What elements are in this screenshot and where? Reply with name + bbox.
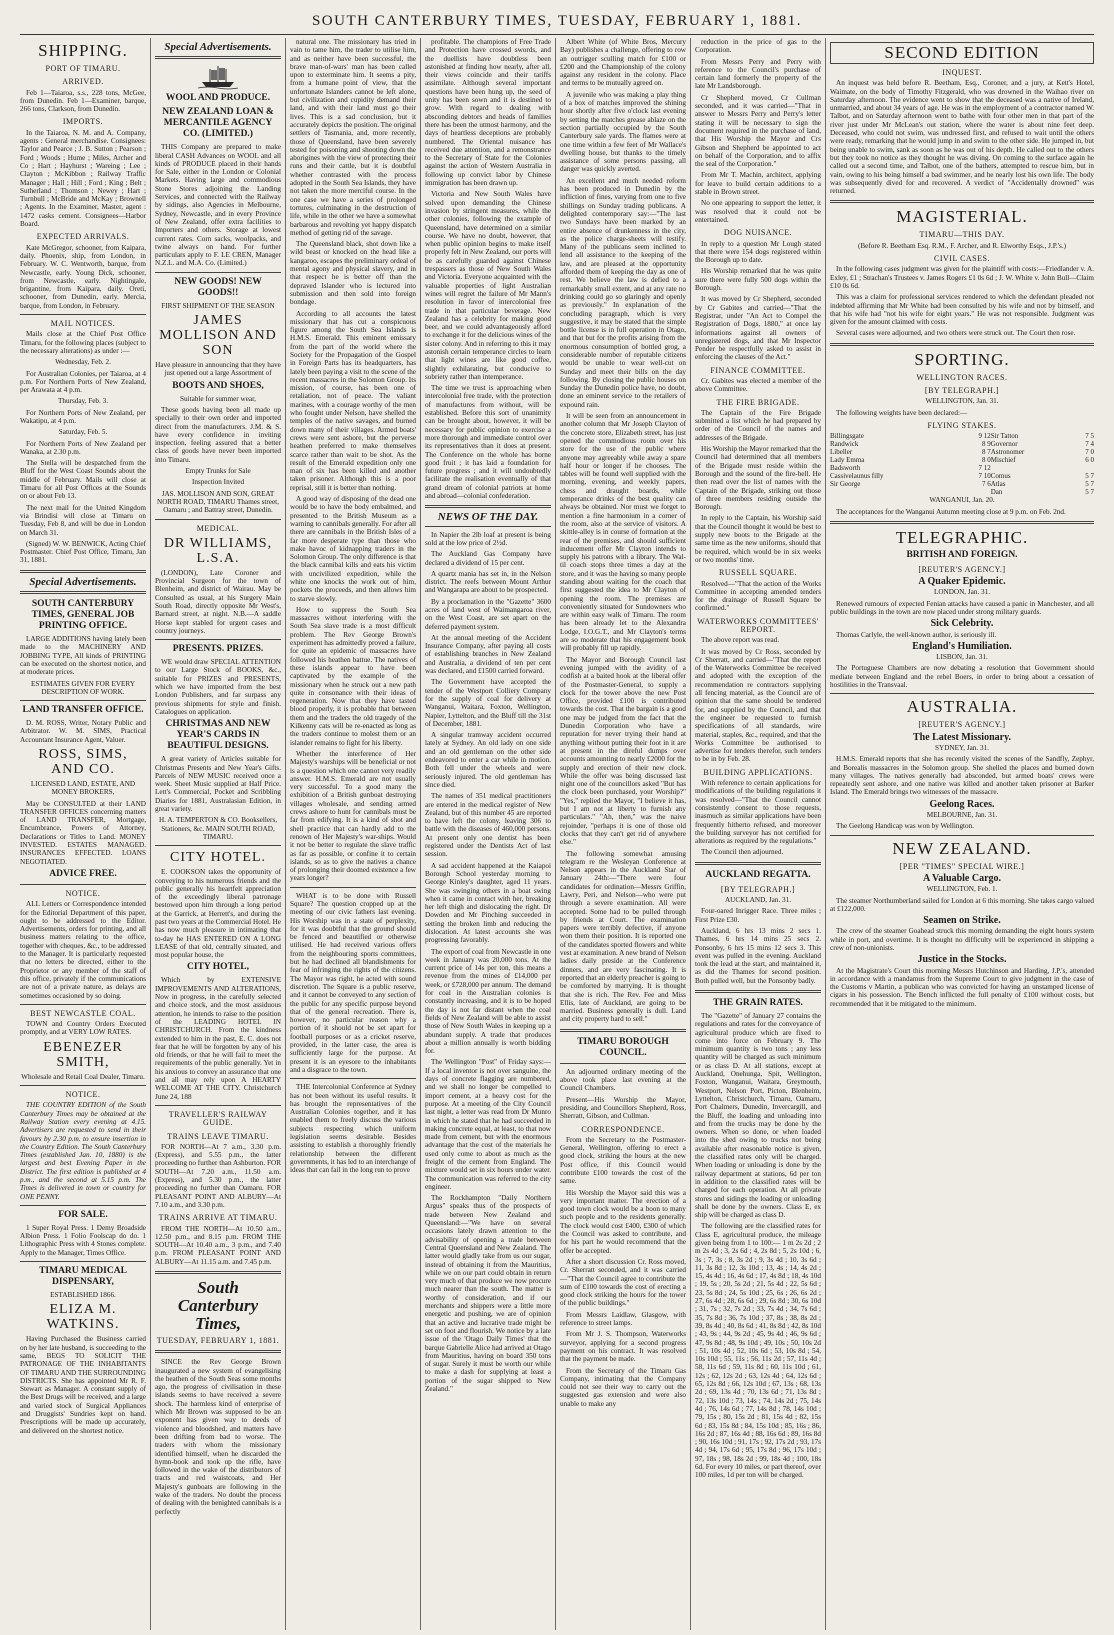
civil-label: CIVIL CASES.: [934, 254, 990, 264]
horse-weight: [961, 488, 991, 496]
missionary-heading: The Latest Missionary.: [912, 731, 1012, 743]
divider: [155, 1271, 281, 1274]
city-hotel-text: Which by EXTENSIVE IMPROVEMENTS AND ALTERATIONS, Now in progress, in the carefully selected and choice stock, and the most assiduous attention, he intends to raise to the position of the LEADING HOTEL IN CHRISTCHURCH. From the kindness extended to him in the past, E. C. does not fear that he will be forgotten by any of his old friends, or that he will fail to meet the requirements of the public generally. Yet in his anxious to convey an assurance that one and all may rely upon A HEARTY WELCOME AT THE CITY. Christchurch June 24, 188: [155, 976, 281, 1101]
council-paragraph: reduction in the price of gas to the Corporation.: [695, 38, 821, 55]
wool-text: THIS Company are prepared to make liberal CASH Advances on WOOL and all kinds of PRODUCE placed in their hands for Sale, either in the London or Colonial Markets. Having large and commodious Stone Stores adjoining the Landing Services, and connected with the Railway by sidings, also Agencies in Melbourne, Sydney, Newcastle, and in every Province of New Zealand, offer extra facilities to Importers and others. Storage at lowest current rates. Corn sacks, woolpacks, and twine always on hand. For further particulars apply to F. LE CREN, Manager N.Z.L. and M.A. Co. (Limited.): [155, 143, 281, 268]
council-paragraph: Cr. Gabites was elected a member of the above Committee.: [695, 376, 821, 394]
council-paragraph: From Mr T. Machin, architect, applying for leave to build certain additions to a stable in Brown street.: [695, 171, 821, 197]
council-paragraph: From Mr J. S. Thompson, Waterworks surveyor, applying for a second progress payment on his contract. It was resolved that the payment be made.: [560, 1330, 686, 1364]
council-paragraph: No one appearing to support the letter, it was resolved that it could not be entertained.: [695, 199, 821, 224]
mollison-name: JAMES MOLLISON AND SON: [159, 313, 277, 359]
article-paragraph: THE Intercolonial Conference at Sydney has not been without its useful results. It has brought the representatives of the Australian Colonies together, and it has enabled them to freely discuss the various subjects respecting which uniform legislation seems desirable. Besides assisting to establish a thoroughly friendly relationship between the different governments, it has led to an interchange of ideas that can fail in the long run to prove: [290, 1083, 416, 1175]
second-edition-heading: SECOND EDITION: [830, 42, 1094, 64]
divider: [20, 1205, 146, 1206]
horse-weight: 8 0: [981, 456, 991, 465]
weights-table: [830, 432, 1094, 496]
magisterial-bench: (Before R. Beetham Esq. R.M., F. Archer, and R. Elworthy Esqs., J.P.'s.): [857, 241, 1067, 250]
by-telegraph: [BY TELEGRAPH.]: [924, 386, 1000, 396]
horse-weight: 7 0: [1085, 448, 1094, 457]
mail-sat: Saturday, Feb. 5.: [58, 428, 108, 437]
horse-name: Dan: [990, 488, 1003, 497]
council-paragraph: The Council then adjourned.: [701, 848, 784, 857]
masthead-title: SOUTH CANTERBURY TIMES, TUESDAY, FEBRUARY 1, 1881.: [311, 13, 803, 29]
finance-label: FINANCE COMMITTEE.: [710, 365, 806, 375]
mail-thu-text: For Northern Ports of New Zealand, per Wakatipu, at 4 p.m.: [20, 408, 146, 425]
notice-heading: NOTICE.: [65, 888, 101, 898]
news-item: The Auckland Gas Company have declared a dividend of 15 per cent.: [425, 550, 551, 567]
carlyle-heading: Sick Celebrity.: [930, 618, 994, 630]
paper-date: TUESDAY, FEBRUARY 1, 1881.: [156, 1335, 280, 1345]
mail-thu: Thursday, Feb. 3.: [57, 397, 109, 406]
civil-text: In the following cases judgment was given for the plaintiff with costs:—Friedlander v. A. Exley, £1 ; Strachan's Trustees v. James Rogers £1 0s 6d ; J. W. White v. John Bull—Claim £10 0s 6d.: [830, 265, 1094, 290]
divider: [560, 1029, 686, 1032]
news-item: By a proclamation in the "Gazette" 3600 acres of land west of Waimangaroa river, on the West Coast, are set apart on the deferred payment system.: [425, 597, 551, 631]
divider: [155, 639, 281, 640]
council-paragraph: It was moved by Cr Shepherd, seconded by Cr Gabites and carried—"That the Registrar, under "An Act to Compel the Registration of Dogs, 1880," at once lay informations against all owners of unregistered dogs, and that Mr Inspector Pender be respectfully asked to assist in enforcing the clauses of the Act.": [695, 295, 821, 362]
article-paragraph: The Queensland black, shot down like a wild beast or knocked on the head like a kangaroo, escapes the preliminary ordeal of mental agony and physical slavery, and in that respect he is better off than the depraved Islander who is lectured into submission and then sold into foreign bondage.: [290, 240, 416, 307]
boots-title: BOOTS AND SHOES,: [172, 380, 264, 391]
rail-arrive-heading: TRAINS ARRIVE AT TIMARU.: [158, 1213, 278, 1223]
mail-wed: Wednesday, Feb. 2.: [55, 358, 111, 367]
horse-weight: 5 7: [1085, 480, 1094, 489]
regatta-heading: AUCKLAND REGATTA.: [705, 869, 811, 880]
williams-name: DR WILLIAMS, L.S.A.: [163, 535, 273, 566]
council-paragraph: Present—His Worship the Mayor, presiding, and Councillors Shepherd, Ross, Sherratt, Gibson, and Cullman.: [560, 1095, 686, 1121]
magisterial-heading: MAGISTERIAL.: [896, 207, 1028, 227]
medical-heading: MEDICAL.: [196, 523, 240, 533]
races-heading: WELLINGTON RACES.: [916, 372, 1008, 382]
divider: [425, 505, 551, 508]
horse-weight: 7 4: [1085, 440, 1094, 449]
horse-weight: 6 0: [1085, 456, 1094, 465]
council-paragraph: From the Secretary to the Postmaster-General, Wellington, offering to erect a good clock, striking the hours at the new Post office, if this Council would contribute £100 towards the cost of the same.: [560, 1135, 686, 1186]
news-item: A juvenile who was making a play thing of a box of matches improved the shining hour shortly after five o'clock last evening by setting the matches grease ablaze on the section partially occupied by the South Canterbury sale yards. The flames were at one time within a few feet of Mr Wallace's dwelling house, but thanks to the timely assistance of some persons passing, all danger was quickly averted.: [560, 90, 686, 174]
news-item: The Mayor and Borough Council last evening jumped with the avidity of a codfish at a baited hook at the liberal offer of the Postmaster-General, to supply a clock for the tower above the new Post Office, provided £100 is contributed towards the cost. That the bargain is a good one may be judged from the fact that the Dunedin Corporation who have a reputation for never trying their hand at anything without putting their foot in it are at present in the direful dumps over accounts amounting to nearly £2000 for the supply and erection of their new clock. While the offer was being discussed last night one of the councillors asked "But has the clock been purchased, your Worship?" "Yes," replied the Mayor, "I believe it has, but I am not at liberty to furnish any particulars." "Ah, then," was the naive rejoinder, "perhaps it is one of those old clocks that they can't get rid of anywhere else.": [560, 655, 686, 847]
quaker-heading: A Quaker Epidemic.: [918, 576, 1006, 588]
council-paragraph: The Captain of the Fire Brigade submitted a list which he had prepared by order of the Council of the names and addresses of the Brigade.: [695, 408, 821, 442]
column-7: [826, 38, 1098, 1630]
horse-weight: 7 10: [978, 472, 991, 481]
civil-text: Several cases were adjourned, and two others were struck out. The Court then rose.: [836, 329, 1076, 338]
mail-sat-text: For Northern Ports of New Zealand per Wanaka, at 2.30 p.m.: [20, 439, 146, 456]
council-heading: TIMARU BOROUGH COUNCIL.: [577, 1036, 669, 1058]
inquest-text: An inquest was held before R. Beetham, Esq., Coroner, and a jury, at Kett's Hotel, Waimate, on the body of Timothy Fitzgerald, who was drowned in the Waihao river on Saturday afternoon. The evidence went to show that the deceased was a native of Ireland, unmarried, and about 34 years of age. He was in the employment of a contractor named W. Talbot, and on Saturday afternoon went to bathe with four other men in that part of the river just under Mr McLean's out station, where the water is about nine feet deep. Deceased, who could not swim, was undressed first, and refused to wait until the others were ready, remarking that he would jump in and swim to the other side. He jumped in, but being unable to swim, sank as soon as he was out of his depth. He called out to the others but they took no notice as they thought he was diving. On coming to the surface again he called out a second time, and Talbot, one of the bathers, attempted to rescue him, but in vain, owing to his being himself a bad swimmer, and he nearly lost his own life. The body was subsequently dived for and recovered. A verdict of "Accidentally drowned" was returned.: [830, 79, 1094, 196]
column-3: [286, 38, 421, 1630]
dispensary-sub: ESTABLISHED 1866.: [50, 1291, 116, 1300]
british-heading: BRITISH AND FOREIGN.: [906, 549, 1018, 560]
council-paragraph: An adjourned ordinary meeting of the above took place last evening at the Council Chambers.: [560, 1067, 686, 1093]
expected-text: Kate McGregor, schooner, from Kaipara, daily. Phoenix, ship, from London, in February. W. C. Wentworth, barque, from Newcastle, early. Young Dick, schooner, from Newcastle, early. Nightingale, brigantine, from Kaipara, daily. Oreti, schooner, from Dunedin, early. Mercia, barque, from London, in February.: [20, 243, 146, 310]
article-paragraph: The time we trust is approaching when intercolonial free trade, with the protection of manufactures from without, will be established. Before this sort of unanimity can be brought about, however, it will be necessary for public opinion to exercise a more thorough and immediate control over its representatives than it does at present. The Conference on the whole has borne good fruit ; it has laid a foundation for future progress ; and it will undoubtedly facilitate the realisation eventually of that grand dream of colonial patriots at home and abroad—colonial confederation.: [425, 384, 551, 501]
divider: [830, 693, 1094, 694]
cargo-heading: A Valuable Cargo.: [922, 872, 1002, 884]
temperton: H. A. TEMPERTON & CO. Booksellers, Stationers, &c. MAIN SOUTH ROAD, TIMARU.: [158, 816, 278, 841]
special-ads-heading: Special Advertisements.: [164, 41, 272, 53]
column-4: [421, 38, 556, 1630]
dispensary-heading: TIMARU MEDICAL DISPENSARY,: [39, 1266, 127, 1288]
divider: [695, 862, 821, 865]
mail-heading: MAIL NOTICES.: [50, 319, 116, 329]
special-ads-heading: Special Advertisements.: [29, 575, 137, 588]
rail-arrive-text: FROM THE NORTH—At 10.50 a.m., 12.50 p.m., and 8.15 p.m. FROM THE SOUTH—At 10.40 a.m., 3 p.m., and 7.40 p.m. FROM PLEASANT POINT AND ALBURY—At 11.15 a.m. and 7.45 p.m.: [155, 1224, 281, 1266]
boots-text: These goods having been all made up specially to their own order and imported direct from the manufacturers. J.M. & S. have every confidence in inviting inspection, feeling assured that a better class of goods have never been imported into Timaru.: [155, 405, 281, 464]
columns: [16, 38, 1098, 1630]
job-estimates: ESTIMATES GIVEN FOR EVERY DESCRIPTION OF WORK.: [30, 679, 136, 696]
horse-weight: 8 7: [981, 448, 991, 457]
divider: [20, 700, 146, 701]
rail-leave-text: FOR NORTH—At 7 a.m., 3.30 p.m. (Express), and 5.55 p.m., the latter proceeding no further than Ashburton. FOR SOUTH—At 7.20 a.m., 11.50 a.m. (Express), and 5.30 p.m., the latter proceeding no further than Oamaru. FOR PLEASANT POINT AND ALBURY—At 7.10 a.m., and 3.30 p.m.: [155, 1142, 281, 1209]
arrived-text: Feb 1—Taiaroa, s.s., 228 tons, McGee, from Dunedin. Feb 1—Examiner, barque, 266 tons, Clarkson, from Dunedin.: [20, 88, 146, 114]
horse-name: [991, 464, 1073, 472]
horse-name: Lady Emma: [830, 456, 865, 465]
telegraphic-heading: TELEGRAPHIC.: [895, 527, 1029, 547]
mail-next: The next mail for the United Kingdom via Brindisi will close at Timaru on Tuesday, Feb 8, and will be due in London on March 31.: [20, 503, 146, 537]
humiliation-heading: England's Humiliation.: [912, 640, 1012, 652]
mollison-text: Have pleasure in announcing that they have just opened out a large Assortment of: [155, 361, 281, 378]
races-date: WELLINGTON, Jan. 31.: [925, 397, 999, 406]
divider: [20, 1261, 146, 1262]
quaker-date: LONDON, Jan. 31.: [933, 588, 991, 597]
news-item: The Wellington "Post" of Friday says:—If a local inventor is not over sanguine, the days of concrete flagging are numbered, and we shall no longer be compelled to import cement, at a heavy cost for the purpose. At a meeting of the City Council last night, a letter was read from Dr Munro in which he stated that he had succeeded in making concrete equal, at least, to that now made from cement, but with the enormous advantage that the cost of the materials he used only come to about as much as the freight of the cement from England. The mixture would set in six hours under water. The communication was referred to the city engineer.: [425, 1058, 551, 1191]
mail-stella: The Stella will be despatched from the Bluff for the West Coast Sounds about the middle of February. Mails will close at Timaru for all Post Offices at the Sounds on or about Feb 13.: [20, 459, 146, 501]
water-label: WATERWORKS COMMITTEES' REPORT.: [697, 616, 819, 634]
article-paragraph: According to all accounts the latest missionary that has cut a conspicuous figure among the South Sea Islands is H.M.S. Emerald. This eminent emissary from the part of the world where the Society for the Propagation of the Gospel in Foreign Parts has its headquarters, has lately been paying a visit to the scene of the recent massacres in the Solomon Group. Its mission, of course, has been one of retaliation, not of peace. The valiant marines, with a courage worthy of the men who fought under Nelson, have shelled the temples of the native savages, and burned down many of their villages. Armed boats' crews were sent ashore, but the perverse heathen preferred to make themselves scarce rather than wait to be shot. As the result of the Emerald expedition only one man of six has been killed and another taken prisoner. Although this is a poor reprisal, still it is better than nothing.: [290, 309, 416, 492]
council-paragraph: In reply to a question Mr Lough stated that there were 154 dogs registered within the Borough up to date.: [695, 239, 821, 265]
divider: [560, 1063, 686, 1064]
mail-wed-text: For Australian Colonies, per Taiaroa, at 4 p.m. For Northern Ports of New Zealand, per Arawata at 4 p.m.: [20, 369, 146, 395]
reuter-label: [REUTER'S AGENCY.]: [918, 720, 1006, 730]
news-item: In Napier the 2lb loaf at present is being sold at the low price of 2½d.: [425, 530, 551, 547]
divider: [20, 570, 146, 573]
horse-name: Badsworth: [830, 464, 861, 473]
news-item: An excellent and much needed reform has been produced in Dunedin by the infliction of fines, varying from one to five shillings on Sunday trading publicans. A delighted contemporary say:—"The last two Sundays have been marked by an entire absence of drunkenness in the city, as the police charge-sheets will testify. Many of the publicans seem inclined to lend all assistance to the keeping of the law, and are pleased at the opportunity afforded them of keeping the day as one of rest. We believe the law is defied to a remarkably small extent, and at any rate no drinking could go so glaringly and openly as previously." In explanation of the concluding paragraph, which is very suggestive, it may be stated that the simple bottle license is in full operation in Otago, and that but for the profits arising from the enormous consumption of bottled grog, a considerable number of reputable citizens would be unable to wear well-cut on Sunday and meet their bills on the day following. By closing the public houses on Sunday the Dunedin police have, no doubt, done an eminent service to the retailers of expound rain.: [560, 176, 686, 409]
article-paragraph: A good way of disposing of the dead one would be to have the body embalmed, and presented to the British Museum as a warning to cannibals generally. For after all there are cannibals in the British Isles of a far more desperate type than those who make havoc of kidnapping traders in the Solomon Group. The only difference is that the black cannibal kills and eats his victim with uncivilized expedition, while the white one knocks the work out of him, pockets the proceeds, and then allows him to starve slowly.: [290, 495, 416, 603]
coal-heading: BEST NEWCASTLE COAL.: [30, 1008, 136, 1018]
article-paragraph: Whether the interference of Her Majesty's warships will be beneficial or not is a question which one cannot very readily answer. H.M.S. Emerald are not usually very successful. To a good many the exhibition of a British gunboat destroying villages wholesale, and sending armed crews ashore to hunt for cannibals must be far from edifying. It is a kind of shot and shell practice that can hardly add to the renown of Her Majesty's war-ships. Would it not be better to regulate the slave traffic as far as possible, or confine it to certain islands, so as to give the natives a chance of prolonging their doomed existence a few years longer?: [290, 749, 416, 883]
strike-text: The crew of the steamer Goahead struck this morning demanding the eight hours system while in port, and overtime. It is thought no difficulty will be experienced in shipping a crew of non-unionists.: [830, 927, 1094, 952]
job-office-text: LARGE ADDITIONS having lately been made to the MACHINERY AND JOBBING TYPE, All kinds of PRINTING can be executed on the shortest notice, and at moderate prices.: [20, 635, 146, 677]
civil-text: This was a claim for professional services rendered to which the defendant pleaded not indebted affirming that Mr White had been consulted by his wife and not by himself, and that his wife had "not his wife for eight years." He was not responsible. Judgment was given for the amount claimed with costs.: [830, 293, 1094, 327]
wanganui-text: The acceptances for the Wanganui Autumn meeting close at 9 p.m. on Feb. 2nd.: [836, 507, 1066, 516]
grain-text: The "Gazette" of January 27 contains the regulations and rates for the conveyance of agricultural produce which are fixed to come into force on February 9. The minimum quantity is two tons ; any less quantity will be charged as such minimum or as class D. At all stations, except at Auckland, Onehunga, Spit, Wellington, Foxton, Wanganui, Waitara, Greymouth, Westport, Nelson Port, Picton, Blenheim, Lyttelton, Christchurch, Timaru, Oamaru, Port Chalmers, Dunedin, Invercargill, and the Bluff, the loading and unloading into and from the trucks may be done by the owners. When so done, or when loaded into the shed owing to trucks not being available after reasonable notice is given, the classified rates only will be charged. When loading or unloading is done by the railway department at stations, 6d per ton in addition to the classified rates will be charged for each operation. At all private stores and sidings the loading or unloading shall be done by the owners. Class E, ex ship will be charged as class D.: [695, 1011, 821, 1220]
ship-icon: [198, 64, 238, 90]
coal-name: EBENEZER SMITH,: [43, 1039, 123, 1070]
missionary-text: H.M.S. Emerald reports that she has recently visited the scenes of the Sandfly, Zephyr, and Borealis massacres in the Solomon group. She shelled the places and burned down many villages. The natives generally had absconded, but armed boats' crews were repeatedly sent ashore, and one native was killed and another taken prisoner at Barker Island. The Emerald brings two witnesses of the massacre.: [830, 755, 1094, 797]
fire-label: THE FIRE BRIGADE.: [716, 397, 800, 407]
news-item: The following somewhat amusing telegram re the Wesleyan Conference at Nelson appears in the Auckland Star of January 24th:—"There were four candidates for ordination—Messrs Griffin, Lawry, Peri, and Nelson—who were put through a severe examination. All were accepted. Some had to be pulled through by friends at Court. The examination papers were terribly defective, if anyone won them their position. It is reported one of the candidates sported flowers and white vest at examination. A new brand of Nelson ladies daily preside at the Conference dinners, and are very fascinating. It is reported that an elderly preacher is going to be comforted by marrying. It is thought that she is rich. The Rev. Fee and Miss Ellis, late of Auckland, are going to be married. Business generally is dull. Land and city property hard to sell.": [560, 849, 686, 1024]
justice-text: At the Magistrate's Court this morning Messrs Hutchinson and Harding, J.P.'s, attended in accordance with a mandamus from the Supreme Court to give judgment in the case of the Customs v Martin, a publican who was convicted for having an unstamped license of cigars in his possession. The Bench inflicted the full penalty of £100 without costs, but recommended that it be mitigated to the minimum.: [830, 966, 1094, 1008]
horse-name: Governor: [990, 440, 1018, 449]
wanganui-date: WANGANUI, Jan. 20.: [929, 496, 995, 505]
horse-name: Sir George: [830, 480, 861, 489]
australia-heading: AUSTRALIA.: [906, 697, 1018, 717]
inquest-label: INQUEST.: [942, 68, 982, 77]
weights-row: [830, 488, 1094, 496]
article-paragraph: Victoria and New South Wales have solved upon demanding the Chinese invasion by stringent measures, while the other colonies, following the example of Queensland, have determined on a similar course. We have no doubt, however, that when public opinion begins to make itself properly felt in New Zealand, our ports will be as carefully guarded against Chinese trespassers as those of New South Wales and Victoria. Everyone acquainted with the valuable properties of light Australian wines will regret the failure of Mr Mann's resolution in favor of intercolonial free trade in that particular beverage. New Zealand has a celebrity for making good beer, and we could advantageously afford to exchange it for the delicious wines of the sister colony. And in referring to this it may astonish certain temperance circles to learn that light wines are like good coffee, slightly exhilarating, but conducive to sobriety rather than intemperance.: [425, 190, 551, 381]
divider: [20, 591, 146, 594]
notice2-heading: NOTICE.: [65, 1090, 101, 1100]
regatta-date: AUCKLAND, Jan. 31.: [724, 896, 792, 905]
council-paragraph: The above report was read.: [701, 636, 780, 645]
mollison-address: JAS. MOLLISON AND SON, GREAT NORTH ROAD, TIMARU Thames street, Oamaru ; and Battray street, Dunedin.: [157, 489, 279, 515]
geelong-date: MELBOURNE, Jan. 31.: [926, 811, 998, 820]
races-intro: The following weights have been declared:—: [836, 408, 968, 417]
divider: [20, 314, 146, 315]
horse-name: Randwick: [830, 440, 859, 449]
council-paragraph: It was moved by Cr Ross, seconded by Cr Sherratt, and carried—"That the report of the Waterworks Committee be received and adopted with the exception of the recommendation re contractors supplying all fencing material, as the Council are of opinion that the same should be tendered for, and supplied by the Council, and that the engineer be requested to furnish specifications of all standards, wire material, staples, &c., required, and that the Works Committee be authorised to advertise for tenders therefor, such tenders to be in by Feb. 28.: [695, 647, 821, 764]
weights-row: [830, 448, 1094, 456]
sporting-heading: SPORTING.: [914, 349, 1010, 369]
ross-firm-sub: LICENSED LAND, ESTATE, AND MONEY BROKERS,: [30, 780, 136, 797]
grain-rates: The following are the classified rates for Class E, agricultural produce, the mileage given being from 1 to 100:— 1 m 2s 2d ; 2 m 2s 4d ; 3, 2s 6d ; 4, 2s 8d ; 5, 2s 10d ; 6, 3s ; 7, 3s ; 8, 3s 2d ; 9, 3s 4d ; 10, 3s 6d ; 11, 3s 8d ; 12, 3s 10d ; 13, 4s ; 14, 4s 2d ; 15, 4s 4d ; 16, 4s 6d ; 17, 4s 8d ; 18, 4s 10d ; 19, 5s ; 20, 5s 2d ; 21, 5s 4d ; 22, 5s 6d ; 23, 5s 8d ; 24, 5s 10d ; 25, 6s ; 26, 6s 2d ; 27, 6s 4d ; 28, 6s 6d ; 29, 6s 8d ; 30, 6s 10d ; 31, 7s ; 32, 7s 2d ; 33, 7s 4d ; 34, 7s 6d ; 35, 7s 8d ; 36, 7s 10d ; 37, 8s ; 38, 8s 2d ; 39, 8s 4d ; 40, 8s 6d ; 41, 8s 8d ; 42, 8s 10d ; 43, 9s ; 44, 9s 2d ; 45, 9s 4d ; 46, 9s 6d ; 47, 9s 8d ; 48, 9s 10d ; 49, 10s ; 50, 10s 2d ; 51, 10s 4d ; 52, 10s 6d ; 53, 10s 8d ; 54, 10s 10d ; 55, 11s ; 56, 11s 2d ; 57, 11s 4d ; 58, 11s 6d ; 59, 11s 8d ; 60, 11s 10d ; 61, 12s ; 62, 12s 2d ; 63, 12s 4d ; 64, 12s 6d ; 65, 12s 8d ; 66, 12s 10d ; 67, 13s ; 68, 13s 2d ; 69, 13s 4d ; 70, 13s 6d ; 71, 13s 8d ; 72, 13s 10d ; 73, 14s ; 74, 14s 2d ; 75, 14s 4d ; 76, 14s 6d ; 77, 14s 8d ; 78, 14s 10d ; 79, 15s ; 80, 15s 2d ; 81, 15s 4d ; 82, 15s 6d ; 83, 15s 8d ; 84, 15s 10d ; 85, 16s ; 86, 16s 2d ; 87, 16s 4d ; 88, 16s 6d ; 89, 16s 8d ; 90, 16s 10d ; 91, 17s ; 92, 17s 2d ; 93, 17s 4d ; 94, 17s 6d ; 95, 17s 8d ; 96, 17s 10d ; 97, 18s ; 98, 18s 2d ; 99, 18s 4d ; 100, 18s 6d. For every 10 miles, or part thereof, over 100 miles, 1d per ton will be charged.: [695, 1222, 821, 1480]
news-item: A sad accident happened at the Kaiapoi Borough School yesterday morning to George Kinley's daughter, aged 11 years. She was swinging others in a boat swing when it came in contact with her, breaking her left thigh and dislocating the right. Dr Dowden and Mr Pinching succeeded in setting the broken limb and reducing the dislocation. At latest accounts she was progressing favorably.: [425, 861, 551, 945]
imports-label: IMPORTS.: [62, 117, 104, 127]
strike-heading: Seamen on Strike.: [923, 915, 1001, 927]
nz-heading: NEW ZEALAND.: [892, 838, 1032, 858]
weights-row: [830, 432, 1094, 440]
regatta-race: Four-oared Inrigger Race. Three miles ; First Prize £30.: [695, 907, 821, 924]
horse-name: Sir Tatton: [990, 432, 1019, 441]
correspondence-label: CORRESPONDENCE.: [581, 1124, 665, 1134]
justice-heading: Justice in the Stocks.: [917, 954, 1007, 966]
land-transfer-heading: LAND TRANSFER OFFICE.: [22, 705, 144, 716]
divider: [155, 56, 281, 59]
watkins-text: Having Purchased the Business carried on by her late husband, is succeeding to the same, BEGS TO SOLICIT THE PATRONAGE OF THE INHABITANTS OF TIMARU AND THE SURROUNDING DISTRICTS. She has appointed Mr R. F. Stewart as Manager. A constant supply of the Best Drugs will be received, and a large and varied stock of Surgical Appliances and Druggists' Sundries kept on hand. Prescriptions will be made up accurately, and delivered on the shortest notice.: [20, 1335, 146, 1435]
geelong-text: The Geelong Handicap was won by Wellington.: [836, 822, 975, 831]
cookson-text: E. COOKSON takes the opportunity of conveying to his numerous friends and the public generally his heartfelt appreciation of the exceedingly liberal patronage bestowed upon him through a long period at the Garrick, at Herrett's, and during the past two years at the Commercial Hotel. He has now much pleasure in intimating that to-day he HAS ENTERED ON A LONG LEASE of that old, centrally situated, and most popular house, the: [155, 868, 281, 960]
news-item: A singular tramway accident occurred lately at Sydney. An old lady on one side and an old gentleman on the other side endeavored to enter a car while in motion. Both fell under the wheels and were seriously injured. The old gentleman has since died.: [425, 731, 551, 789]
goods-title: NEW GOODS! NEW GOODS!!: [174, 276, 262, 298]
notice-text: ALL Letters or Correspondence intended for the Editorial Department of this paper, ought to be addressed to the Editor. Advertisements, orders for printing, and all business matters relating to the office, together with cheques, &c., to be addressed to the Manager. It is particularly requested that no letters be directed, either to the Proprietor or any member of the staff of this office, privately if the communications are not of a private nature, as delays are sometimes occasioned by so doing.: [20, 900, 146, 1000]
rail-leave-heading: TRAINS LEAVE TIMARU.: [167, 1131, 269, 1141]
xmas-text: A great variety of Articles suitable for Christmas Presents and New Year's Gifts. Parcels of NEW MUSIC received once a week. Sheet Music supplied at Half Price. Lett's Commercial, Pocket and Scribbling Diaries for 1881, Australasian Edition, in great variety.: [155, 755, 281, 814]
column-5: [556, 38, 691, 1630]
coal-text: TOWN and Country Orders Executed promptly, and at VERY LOW RATES.: [20, 1020, 146, 1037]
sale-heading: FOR SALE.: [58, 1209, 108, 1220]
shipping-heading: SHIPPING.: [38, 41, 128, 60]
council-paragraph: His Worship remarked that he was quite sure there were fully 500 dogs within the Borough.: [695, 267, 821, 293]
divider: [20, 1004, 146, 1005]
news-item: The export of coal from Newcastle in one week in January was 20,000 tons. At the current price of 14s per ton, this means a revenue from the mines of £14,000 per week, or £728,000 per annum. The demand for coal in the Australian colonies is constantly increasing, and it is to be hoped the day is not far distant when the coal fields of New Zealand will be able to assist those of New South Wales in keeping up a abundant supply. A trade that produces about a million annually is worth bidding for.: [425, 947, 551, 1056]
advice-free: ADVICE FREE.: [49, 868, 117, 879]
weights-row: [830, 464, 1094, 472]
horse-weight: [1073, 464, 1094, 472]
horse-weight: 9 12: [978, 432, 991, 441]
wool-title: WOOL AND PRODUCE.: [165, 93, 271, 104]
council-paragraph: From the Secretary of the Timaru Gas Company, intimating that the Company could not see their way to carry out the suggested gas extension and were also unable to make any: [560, 1366, 686, 1408]
horse-name: Mischief: [990, 456, 1016, 465]
divider: [695, 990, 821, 993]
wool-company: NEW ZEALAND LOAN & MERCANTILE AGENCY CO. (LIMITED.): [162, 107, 274, 140]
divider: [155, 845, 281, 846]
carlyle-text: Thomas Carlyle, the well-known author, is seriously ill.: [836, 630, 997, 639]
divider: [155, 1105, 281, 1106]
watkins-name: ELIZA M. WATKINS.: [46, 1302, 120, 1333]
mail-intro: Mails close at the Chief Post Office Timaru, for the following places (subject to the necessary alterations) as under :—: [20, 330, 146, 355]
news-item: At the annual meeting of the Accident Insurance Company, after paying all costs of establishing branches in New Zealand and Australia, a dividend of ten per cent was declared, and £1500 carried forward.: [425, 633, 551, 676]
port-heading: PORT OF TIMARU.: [45, 64, 121, 73]
ross-firm: ROSS, SIMS, AND CO.: [38, 747, 128, 777]
weights-row: [830, 440, 1094, 448]
divider: [425, 526, 551, 527]
horse-weight: 5 7: [1085, 488, 1094, 497]
ross-text: May be CONSULTED at their LAND TRANSFER OFFICES concerning matters of LAND TRANSFER, Mortgage, Encumbrance, Powers of Attorney, Declarations or Titles to Land. MONEY INVESTED. ESTATES MANAGED. INSURANCES EFFECTED. LOANS NEGOTIATED.: [20, 799, 146, 866]
horse-name: Billingsgate: [830, 432, 864, 441]
city-hotel-title-2: CITY HOTEL,: [187, 962, 249, 973]
land-names: D. M. ROSS, Writer, Notary Public and Arbitrator. W. M. SIMS, Practical Accountant Insurance Agent, Valuer.: [20, 719, 146, 744]
flying-stakes: FLYING STAKES.: [927, 420, 997, 430]
weights-row: [830, 472, 1094, 480]
horse-name: Cassivelaunus filly: [830, 472, 884, 481]
mail-signed: (Signed) W. W. BENWICK, Acting Chief Postmaster. Chief Post Office, Timaru, Jan 31, 1881.: [20, 539, 146, 565]
column-6: [691, 38, 826, 1630]
cargo-date: WELLINGTON, Feb. 1.: [926, 885, 998, 894]
horse-name: Libeller: [830, 448, 853, 457]
divider: [830, 521, 1094, 524]
special-wire: [PER "TIMES" SPECIAL WIRE.]: [899, 861, 1025, 871]
presents-title: PRESENTS. PRIZES.: [172, 644, 264, 655]
divider: [290, 1078, 416, 1079]
divider: [155, 1350, 281, 1353]
divider: [155, 519, 281, 520]
job-office-title: SOUTH CANTERBURY TIMES, GENERAL JOB PRINTING OFFICE.: [31, 599, 135, 632]
weights-row: [830, 480, 1094, 488]
masthead: [20, 8, 1094, 35]
goods-sub: FIRST SHIPMENT OF THE SEASON: [161, 301, 275, 310]
council-paragraph: Resolved—"That the action of the Works Committee in accepting amended tenders for the drainage of Russell Square be confirmed.": [695, 579, 821, 613]
magisterial-sub: TIMARU—THIS DAY.: [919, 230, 1005, 240]
council-paragraph: His Worship the Mayor remarked that the Council had determined that all members of the Brigade must reside within the Borough and the sound of the fire-bell. He then read over the list of names with the Captain of the Brigade, striking out those of three members residing outside the Borough.: [695, 445, 821, 512]
divider: [290, 887, 416, 888]
article-paragraph: profitable. The champions of Free Trade and Protection have crossed swords, and the duellists have doubtless been astonished at finding how nearly, after all, their views coincide and their tariffs assimilate. Although several important questions have been hung up, the seed of unity has been sown and it is destined to grow. With regard to dealing with absconding debtors and heads of families there has been the utmost harmony, and the days of heartless deceptions are probably numbered. The Oriental nuisance has received due attention, and a remonstrance to the Secretary of State for the Colonies against the action of Western Australia in following up convict labor by Chinese immigration has been drawn up.: [425, 38, 551, 188]
missionary-date: SYDNEY, Jan. 31.: [935, 743, 989, 752]
arrived-label: ARRIVED.: [62, 77, 104, 87]
divider: [155, 272, 281, 273]
cargo-text: The steamer Northumberland sailed for London at 6 this morning. She takes cargo valued at £122,000.: [830, 896, 1094, 913]
leader-paragraph: SINCE the Rev George Brown inaugurated a new system of evangelising the heathen of the South Seas some months ago, the progress of civilisation in these islands seems to have received a severe shock. The harmless kind of enterprise of which Mr Brown was supposed to be an exponent has given way to deeds of violence and bloodshed, and matters have been drifting from bad to worse. The traders with whom the missionary identified himself, when he discarded the hymn-book and took up the rifle, have followed in the wake of the distributors of tracts and red waistcoats, and Her Majesty's gunboats are following in the wake of the traders. No doubt the process of dealing with the benighted cannibals is a perfectly: [155, 1358, 281, 1516]
column-2: [151, 38, 286, 1630]
by-telegraph: [BY TELEGRAPH.]: [720, 884, 796, 894]
paper-banner: South Canterbury Times,: [177, 1277, 259, 1333]
article-paragraph: How to suppress the South Sea massacres without interfering with the South Sea slave trade is a most difficult problem. The Rev George Brown's experiment has admittedly proved a failure, for quite an epidemic of massacres have followed his heathen battue. The natives of these islands appear to have been captivated by the example of the missionary when he struck out a new path quite in consonance with their ideas of regeneration. Now that they have tasted blood properly, it is probable that between them and the traders the old tragedy of the Kilkenny cats will be re-enacted as long as the traders continue to molest them or an islander remains to fight for his liberty.: [290, 605, 416, 747]
expected-label: EXPECTED ARRIVALS.: [36, 232, 130, 242]
council-paragraph: His Worship the Mayor said this was a very important matter. The erection of a good town clock would be a boon to many such people and to the residents generally. The clock would cost £400, £300 of which the Council was asked to contribute, and for his part he would recommend that the offer be accepted.: [560, 1188, 686, 1255]
news-item: A quartz mania has set in, in the Nelson district. The reefs between Mount Arthur and Wangarapa are about to be prospected.: [425, 569, 551, 595]
horse-name: Atlas: [990, 480, 1006, 489]
russell-label: RUSSELL SQUARE.: [719, 568, 797, 578]
council-paragraph: From Messrs Laidlaw, Glasgow, with reference to street lamps.: [560, 1310, 686, 1328]
divider: [830, 200, 1094, 203]
council-paragraph: With reference to certain applications for modifications of the building regulations it was resolved—"That the Council cannot consistently consent to those requests, inasmuch as similar applications have been frequently hitherto refused, and moreover the building surveyor has not certified for alterations as required by the regulations.": [695, 779, 821, 846]
boots-sub: Suitable for summer wear,: [180, 394, 256, 403]
news-item: The names of 351 medical practitioners are entered in the medical register of New Zealand, but of this number 45 are reported to have left the colony, leaving 306 to battle with the diseases of 460,000 persons. At present only one dentist has been registered under the Dentists Act of last session.: [425, 792, 551, 859]
divider: [830, 343, 1094, 346]
geelong-heading: Geelong Races.: [929, 798, 995, 810]
news-item: It will be seen from an announcement in another column that Mr Joseph Clayton of the concrete store, Elizabeth street, has just opened the commodious room over his store for the use of the public where anyone may agreeably while away a spare half hour or longer if he chooses. The tables will be found well supplied with the morning, evening, and weekly papers, chess and draught boards, while temperance drinks of the best quality can always be obtained. Nor must we forget to mention a fine harmonium in a corner of the room, also at the service of visitors. A skittle-alley is in course of formation at the rear of the premises, and should sufficient inducement offer Mr Clayton intends to supply his patrons with a library. The Wal-til coach stops three times a day at the store, and it was the having so many people standing about waiting for the coach that first suggested the idea to Mr Clayton of opening the room. The premises are conveniently situated for Sundowners who are within easy walk of Timaru. The room has been already let to the Alexandra Lodge, I.O.G.T., and Mr Clayton's terms are so moderate that his engagement book will probably fill up rapidly.: [560, 412, 686, 653]
news-item: The Rockhampton "Daily Northern Argus" speaks thus of the prospects of trade between New Zealand and Queensland:—"We have on several occasions lately drawn attention to the advisability of opening a trade between Central Queensland and New Zealand. The latter would gladly take from us our sugar, instead of obtaining it from the Mauritius, while we on our part could obtain in return very much of that produce we now procure much nearer than the south. The matter is worthy of consideration, and if our merchants and shippers were a little more energetic and pushing, we are of opinion that an active and lucrative trade might be set on foot and flourish. We notice by a late issue of the 'Otago Daily Times' that the barque Gabrielle Alice had arrived at Otago from Mauritius, having on board 350 tons of sugar. Surely it must be worth our while to make a dash for supplying at least a portion of the sugar shipped to New Zealand.": [425, 1194, 551, 1394]
council-paragraph: In reply to the Captain, his Worship said that the Council thought it would be best to supply new boots to the Brigade at the same time as the new uniforms, should that be required, which would be in six weeks or two months' time.: [695, 514, 821, 564]
council-paragraph: After a short discussion Cr. Ross moved, Cr. Sherratt seconded, and it was carried—"That the Council agree to contribute the sum of £100 towards the cost of erecting a good clock striking the hours for the tower of the public buildings.": [560, 1257, 686, 1308]
grain-heading: THE GRAIN RATES.: [713, 997, 803, 1008]
horse-weight: 7 12: [978, 464, 991, 473]
sale-text: 1 Super Royal Press. 1 Demy Broadside Albion Press. 1 Folio Foolscap do do. 1 Lithographic Press with 4 Stones complete. Apply to the Manager, Times Office.: [20, 1223, 146, 1257]
dog-label: DOG NUISANCE.: [723, 228, 793, 238]
reuter-label: [REUTER'S AGENCY.]: [918, 564, 1006, 574]
railway-heading: TRAVELLER'S RAILWAY GUIDE.: [168, 1109, 268, 1128]
xmas-title: CHRISTMAS AND NEW YEAR'S CARDS IN BEAUTIFUL DESIGNS.: [165, 719, 271, 752]
divider: [20, 1085, 146, 1086]
column-1: [16, 38, 151, 1630]
council-paragraph: Cr Shepherd moved, Cr Cullman seconded, and it was carried—"That in answer to Messrs Perry and Perry's letter stating it will be necessary to sign the document required in the purchase of land, that His Worship the Mayor and Crs Gibson and Shepherd be appointed to act on behalf of the Corporation, and to affix the seal of the Corporation.": [695, 93, 821, 169]
news-item: The Government have accepted the tender of the Westport Colliery Company for the supply of coal for delivery at Wanganui, Waitara, Foxton, Wellington, Napier, Lyttelton, and the Bluff till the 31st of December, 1881.: [425, 678, 551, 728]
horse-name: Comus: [990, 472, 1011, 481]
news-item: Albert White (of White Bros, Mercury Bay) publishes a challenge, offering to row an outrigger sculling match for £100 or £200 and the Championship of the colony against any resident in the colony. Place and terms to be mutually agreed on.: [560, 38, 686, 88]
presents-text: WE would draw SPECIAL ATTENTION to our Large Stock of BOOKS, &c., suitable for PRIZES and PRESENTS, which we have imported from the best London Publishers, and far surpass any previous shipments for style and finish. Catalogues on application.: [155, 658, 281, 716]
humiliation-text: The Portuguese Chambers are now debating a resolution that Government should mediate between England and the rebel Boers, in order to bring about a cessation of hostilities in the Transvaal.: [830, 664, 1094, 690]
regatta-text: Auckland, 6 hrs 13 mins 2 secs 1. Thames, 6 hrs 14 mins 25 secs 2. Ponsonby, 6 hrs 15 mins 12 secs 3. This event was pulled in the evening. Auckland took the lead at the start, and maintained it, as did the Thames for second position. Both pulled well, but the Ponsonby badly.: [695, 926, 821, 985]
williams-text: (LONDON), Late Coroner and Provincial Surgeon for the town of Blenheim, and district of Wairau. May be Consulted as usual, at his Surgery Main South Road, directly opposite Mr West's, Barnard street, at night. N.B.—A saddle Horse kept stabled for urgent cases and country journeys.: [155, 568, 281, 635]
weights-row: [830, 456, 1094, 464]
imports-text: In the Taiaroa, N. M. and A. Company, agents : General merchandise. Consignees: Taylor and Pearce ; J. B. Sutton ; Pearson ; Ford ; Woods ; Hume ; Miles, Archer and Co ; Hart ; Hayhurst ; Wareing ; Lee ; Clayton ; McKibbon ; Railway Traffic Manager ; Hall ; Hill ; Ford ; King ; Belt ; Sutherland ; Thomson ; Newey ; Hart ; Turnbull ; McBride and McKay ; Brownell ; Agents. In the Examiner, Master, agent : 1472 casks cement. Consignees—Harbor Board.: [20, 128, 146, 229]
horse-weight: 7 6: [981, 480, 991, 489]
horse-name: [830, 488, 961, 496]
horse-weight: 5 7: [1085, 472, 1094, 481]
horse-name: Astronomer: [990, 448, 1025, 457]
horse-weight: 7 5: [1085, 432, 1094, 441]
city-hotel-title: CITY HOTEL.: [169, 850, 267, 866]
divider: [830, 835, 1094, 836]
inspection: Inspection Invited: [191, 478, 245, 487]
council-paragraph: From Messrs Perry and Perry with reference to the Council's purchase of certain land formerly the property of the late Mr Landsborough.: [695, 57, 821, 91]
humiliation-date: LISBON, Jan. 31.: [936, 653, 988, 662]
article-paragraph: natural one. The missionary has tried in vain to tame him, the trader to utilise him, and as neither have been successful, the brave man-of-wars' man has been called upon to exterminate him. It seems a pity, from a humane point of view, that the unfortunate Islanders cannot be left alone, but civilization and cupidity demand their land, and with their land must go their lives. This is a sad conclusion, but it accurately depicts the position. The original settlers of Tasmania, and, more recently, those of Queensland, have been severely tested for poisoning and shooting down the aborigines with the view of protecting their runs and their cattle, but it is doubtful whether contrasted with the process adopted in the South Sea Islands, they have not taken the more merciful course. In the one case we have a series of prolonged tortures, culminating in the destruction of life, while in the other we have a somewhat barbarous and revolting yet happy dispatch method of getting rid of the savage.: [290, 38, 417, 237]
notice2-text: THE COUNTRY EDITION of the South Canterbury Times may be obtained at the Railway Station every evening at 4.15. Advertisers are requested to send in their favours by 2.30 p.m. to ensure insertion in the Country Edition. The South Canterbury Times (established Jan. 10, 1880) is the largest and best Evening Paper in the District. The first edition is published at 4 p.m., and the second at 5.15 p.m. The Times is delivered in town or country for ONE PENNY.: [20, 1101, 146, 1201]
article-paragraph: WHAT is to be done with Russell Square? The question cropped up at the meeting of our civic fathers last evening. His Worship was in a state of perplexity, for it was doubtful that the ground should be fenced and beautified or otherwise utilised. He had received various offers from the neighbouring sports committees, but he had declined all blandishments for fear of infringing the rights of the citizens. The Mayor was right, he acted with sound discretion. The Square is a public reserve, and it cannot be conveyed to any section of the public for any specific purpose beyond that of the general recreation. There is, however, no particular reason why a portion of it should not be set apart for football purposes or as a cricket reserve, provided, in the latter case, the area is sufficiently large for the purpose. At present it is an eyesore to the inhabitants and a disgrace to the town.: [290, 891, 416, 1074]
coal-sub: Wholesale and Retail Coal Dealer, Timaru.: [21, 1072, 145, 1081]
quaker-text: Renewed rumours of expected Fenian attacks have caused a panic in Manchester, and all public buildings in the town are now placed under strong military guards.: [830, 599, 1094, 616]
building-label: BUILDING APPLICATIONS.: [703, 767, 813, 777]
trunks: Empty Trunks for Sale: [185, 467, 251, 476]
news-heading: NEWS OF THE DAY.: [437, 511, 539, 524]
divider: [20, 884, 146, 885]
horse-weight: 8 9: [981, 440, 991, 449]
